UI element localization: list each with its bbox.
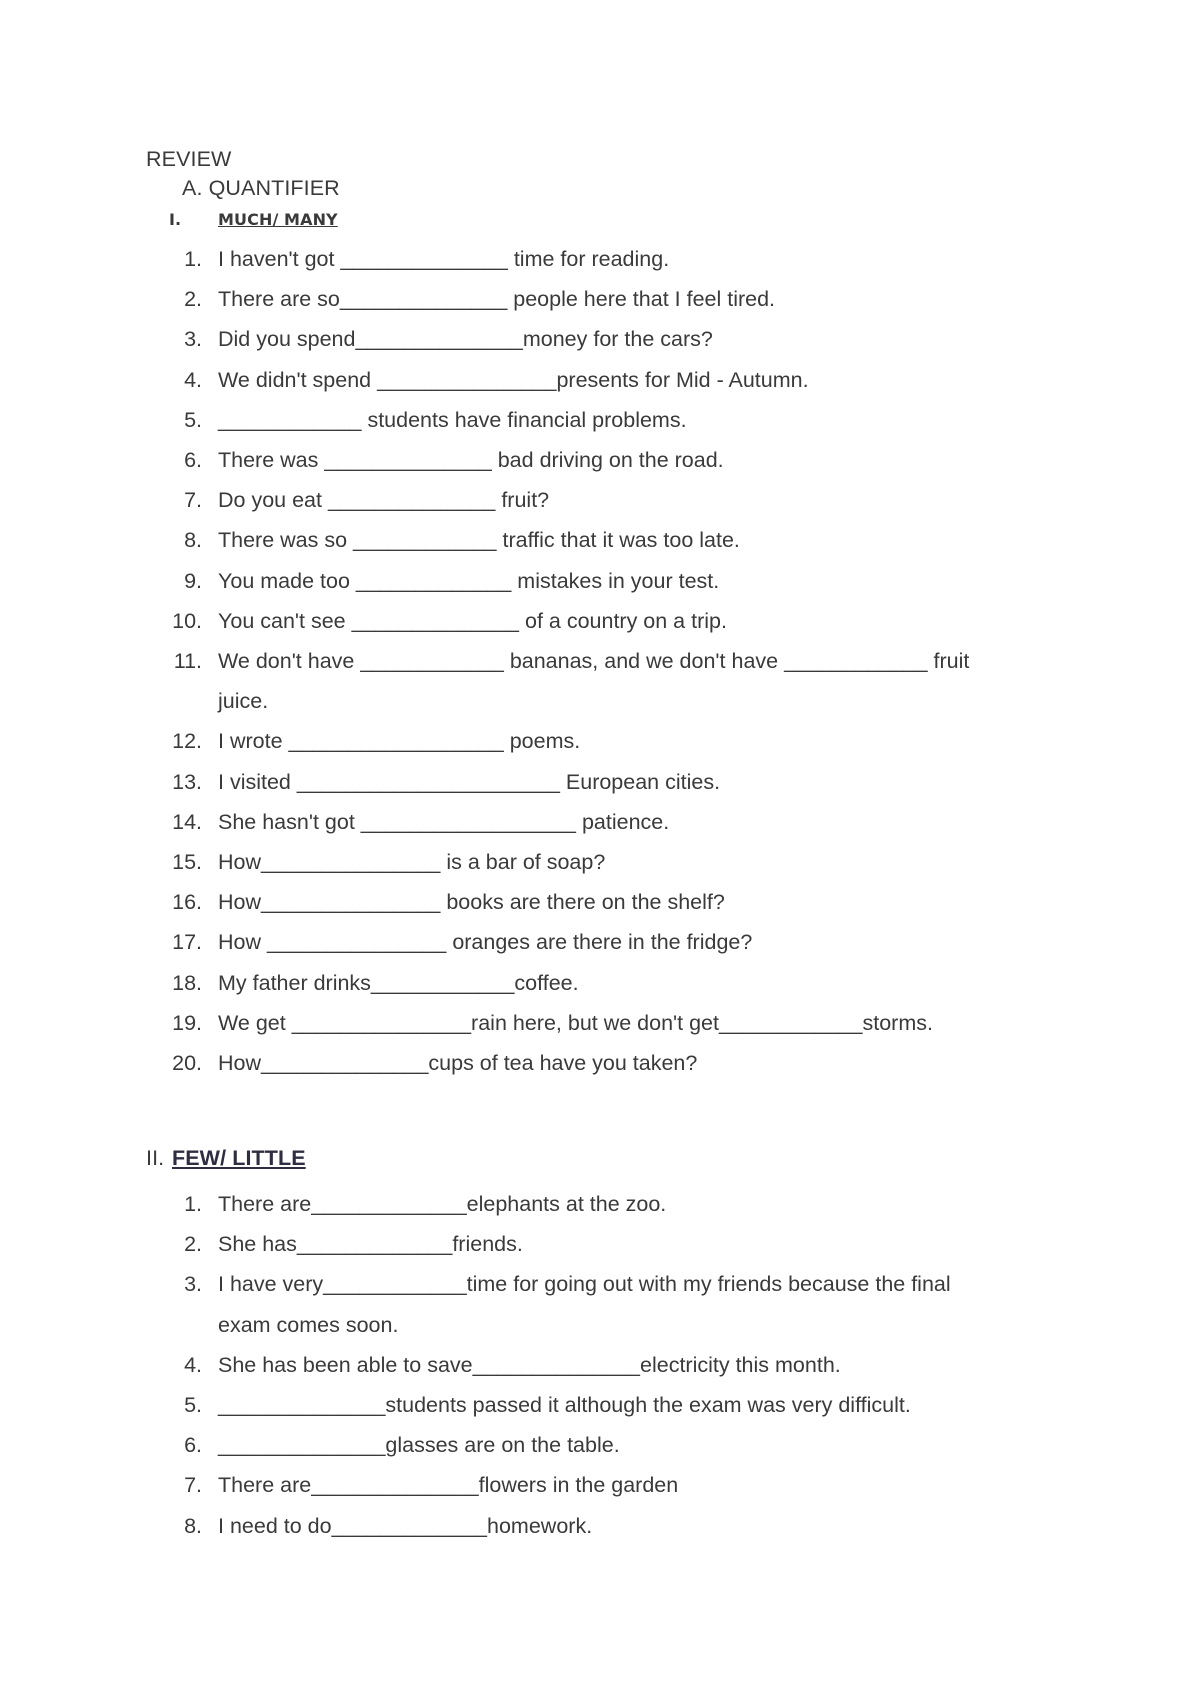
question-text: Did you spend______________money for the cars? — [218, 327, 713, 352]
question-text: I haven't got ______________ time for reading. — [218, 247, 670, 271]
question-number: 2. — [184, 287, 202, 312]
question-number: 5. — [184, 1393, 202, 1417]
question-text: There are so______________ people here that I feel tired. — [218, 287, 776, 312]
question-text: There was so ____________ traffic that it was too late. — [218, 528, 740, 553]
question-number: 2. — [184, 1232, 202, 1257]
question-number: 7. — [184, 1473, 202, 1498]
question-text: ______________students passed it although the exam was very difficult. — [218, 1393, 911, 1417]
question-number: 5. — [184, 407, 202, 432]
question-number: 6. — [184, 1433, 202, 1458]
question-text: juice. — [218, 689, 269, 714]
question-text: How _______________ oranges are there in the fridge? — [218, 930, 753, 955]
question-number: 12. — [172, 729, 202, 754]
question-text: She has been able to save______________electricity this month. — [218, 1352, 841, 1377]
question-text: My father drinks____________coffee. — [218, 970, 579, 995]
question-text: exam comes soon. — [218, 1312, 399, 1337]
question-text: I need to do_____________homework. — [218, 1513, 593, 1538]
question-number: 19. — [172, 1010, 202, 1035]
question-number: 15. — [172, 850, 202, 874]
question-number: 3. — [184, 1272, 202, 1297]
question-text: There are_____________elephants at the zoo. — [218, 1192, 667, 1216]
question-text: You made too _____________ mistakes in your test. — [218, 568, 720, 593]
question-number: 17. — [172, 930, 202, 955]
question-number: 7. — [184, 488, 202, 513]
part1-roman: I. — [169, 210, 182, 229]
part2-roman: II. — [146, 1146, 165, 1170]
question-number: 3. — [184, 327, 202, 352]
question-text: Do you eat ______________ fruit? — [218, 488, 550, 513]
question-number: 8. — [184, 1513, 202, 1538]
question-text: We don't have ____________ bananas, and we don't have ____________ fruit — [218, 649, 970, 673]
question-number: 10. — [172, 608, 202, 633]
question-text: ____________ students have financial problems. — [218, 407, 687, 432]
question-number: 1. — [184, 247, 202, 271]
question-text: How_______________ is a bar of soap? — [218, 850, 606, 874]
part2-heading: FEW/ LITTLE — [172, 1146, 306, 1170]
question-text: There are______________flowers in the garden — [218, 1473, 679, 1498]
document-title: REVIEW — [146, 147, 232, 171]
question-number: 11. — [173, 649, 202, 673]
question-number: 9. — [184, 568, 202, 593]
question-text: I wrote __________________ poems. — [218, 729, 581, 754]
question-text: She hasn't got __________________ patience. — [218, 809, 670, 834]
question-number: 4. — [184, 367, 202, 392]
question-number: 8. — [184, 528, 202, 553]
part1-heading: MUCH/ MANY — [218, 210, 338, 229]
question-text: You can't see ______________ of a country on a trip. — [218, 608, 727, 633]
section-a-heading: A. QUANTIFIER — [182, 176, 340, 200]
question-number: 4. — [184, 1352, 202, 1377]
question-number: 13. — [172, 769, 202, 794]
question-text: We get _______________rain here, but we don't get____________storms. — [218, 1010, 933, 1035]
question-text: How______________cups of tea have you taken? — [218, 1051, 698, 1075]
question-number: 1. — [184, 1192, 202, 1216]
question-number: 6. — [184, 448, 202, 472]
question-text: She has_____________friends. — [218, 1232, 523, 1257]
question-number: 16. — [172, 890, 202, 915]
question-text: We didn't spend _______________presents for Mid - Autumn. — [218, 367, 809, 392]
question-number: 18. — [172, 970, 202, 995]
question-text: How_______________ books are there on the shelf? — [218, 890, 725, 915]
question-number: 14. — [172, 809, 202, 834]
question-text: I have very____________time for going out with my friends because the final — [218, 1272, 951, 1297]
question-text: ______________glasses are on the table. — [218, 1433, 620, 1458]
question-number: 20. — [172, 1051, 202, 1075]
question-text: I visited ______________________ European cities. — [218, 769, 721, 794]
question-text: There was ______________ bad driving on the road. — [218, 448, 724, 472]
